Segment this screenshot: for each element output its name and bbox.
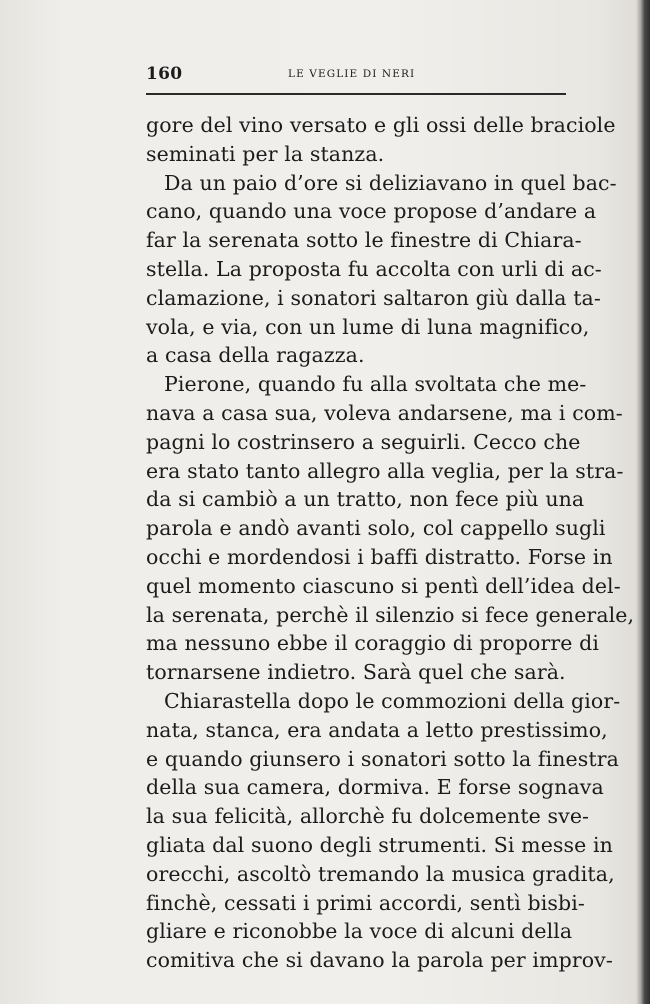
text-line: Chiarastella dopo le commozioni della gior- [164,688,621,713]
text-line: orecchi, ascoltò tremando la musica gradita, [146,861,615,886]
text-line: tornarsene indietro. Sarà quel che sarà. [146,660,566,685]
text-line: cano, quando una voce propose d’andare a [146,199,597,224]
text-line: gliata dal suono degli strumenti. Si messe in [146,832,613,857]
text-line: vola, e via, con un lume di luna magnifico, [146,314,590,339]
text-line: ma nessuno ebbe il coraggio di proporre di [146,631,600,656]
text-line: clamazione, i sonatori saltaron giù dalla ta- [146,285,601,310]
text-line: gliare e riconobbe la voce di alcuni della [146,919,573,944]
page-edge-shadow [636,0,650,1004]
text-line: e quando giunsero i sonatori sotto la finestra [146,746,619,771]
text-line: a casa della ragazza. [146,343,365,368]
body-text [146,111,635,975]
running-title: LE VEGLIE DI NERI [288,68,416,80]
text-line: era stato tanto allegro alla veglia, per la stra- [146,458,624,483]
text-line: quel momento ciascuno si pentì dell’idea del- [146,573,621,598]
text-line: la serenata, perchè il silenzio si fece generale, [146,602,635,627]
text-line: stella. La proposta fu accolta con urli di ac- [146,256,602,281]
text-line: nava a casa sua, voleva andarsene, ma i com- [146,400,623,425]
text-line: Pierone, quando fu alla svoltata che me- [164,372,587,397]
text-line: la sua felicità, allorchè fu dolcemente sve- [146,804,590,829]
page-header [146,60,566,90]
text-line: occhi e mordendosi i baffi distratto. Forse in [146,544,613,569]
text-line: far la serenata sotto le finestre di Chiara- [146,228,582,253]
page-number: 160 [146,64,183,84]
text-line: Da un paio d’ore si deliziavano in quel bac- [164,170,617,195]
text-line: comitiva che si davano la parola per improv- [146,948,613,973]
text-line: da si cambiò a un tratto, non fece più una [146,487,585,512]
text-line: gore del vino versato e gli ossi delle braciole [146,113,616,137]
header-rule [146,93,566,95]
text-line: seminati per la stanza. [146,141,385,166]
text-line: parola e andò avanti solo, col cappello sugli [146,516,606,541]
text-line: della sua camera, dormiva. E forse sognava [146,775,604,800]
text-line: nata, stanca, era andata a letto prestissimo, [146,717,608,742]
text-line: pagni lo costrinsero a seguirli. Cecco che [146,429,581,454]
text-line: finchè, cessati i primi accordi, sentì bisbi- [146,890,585,915]
